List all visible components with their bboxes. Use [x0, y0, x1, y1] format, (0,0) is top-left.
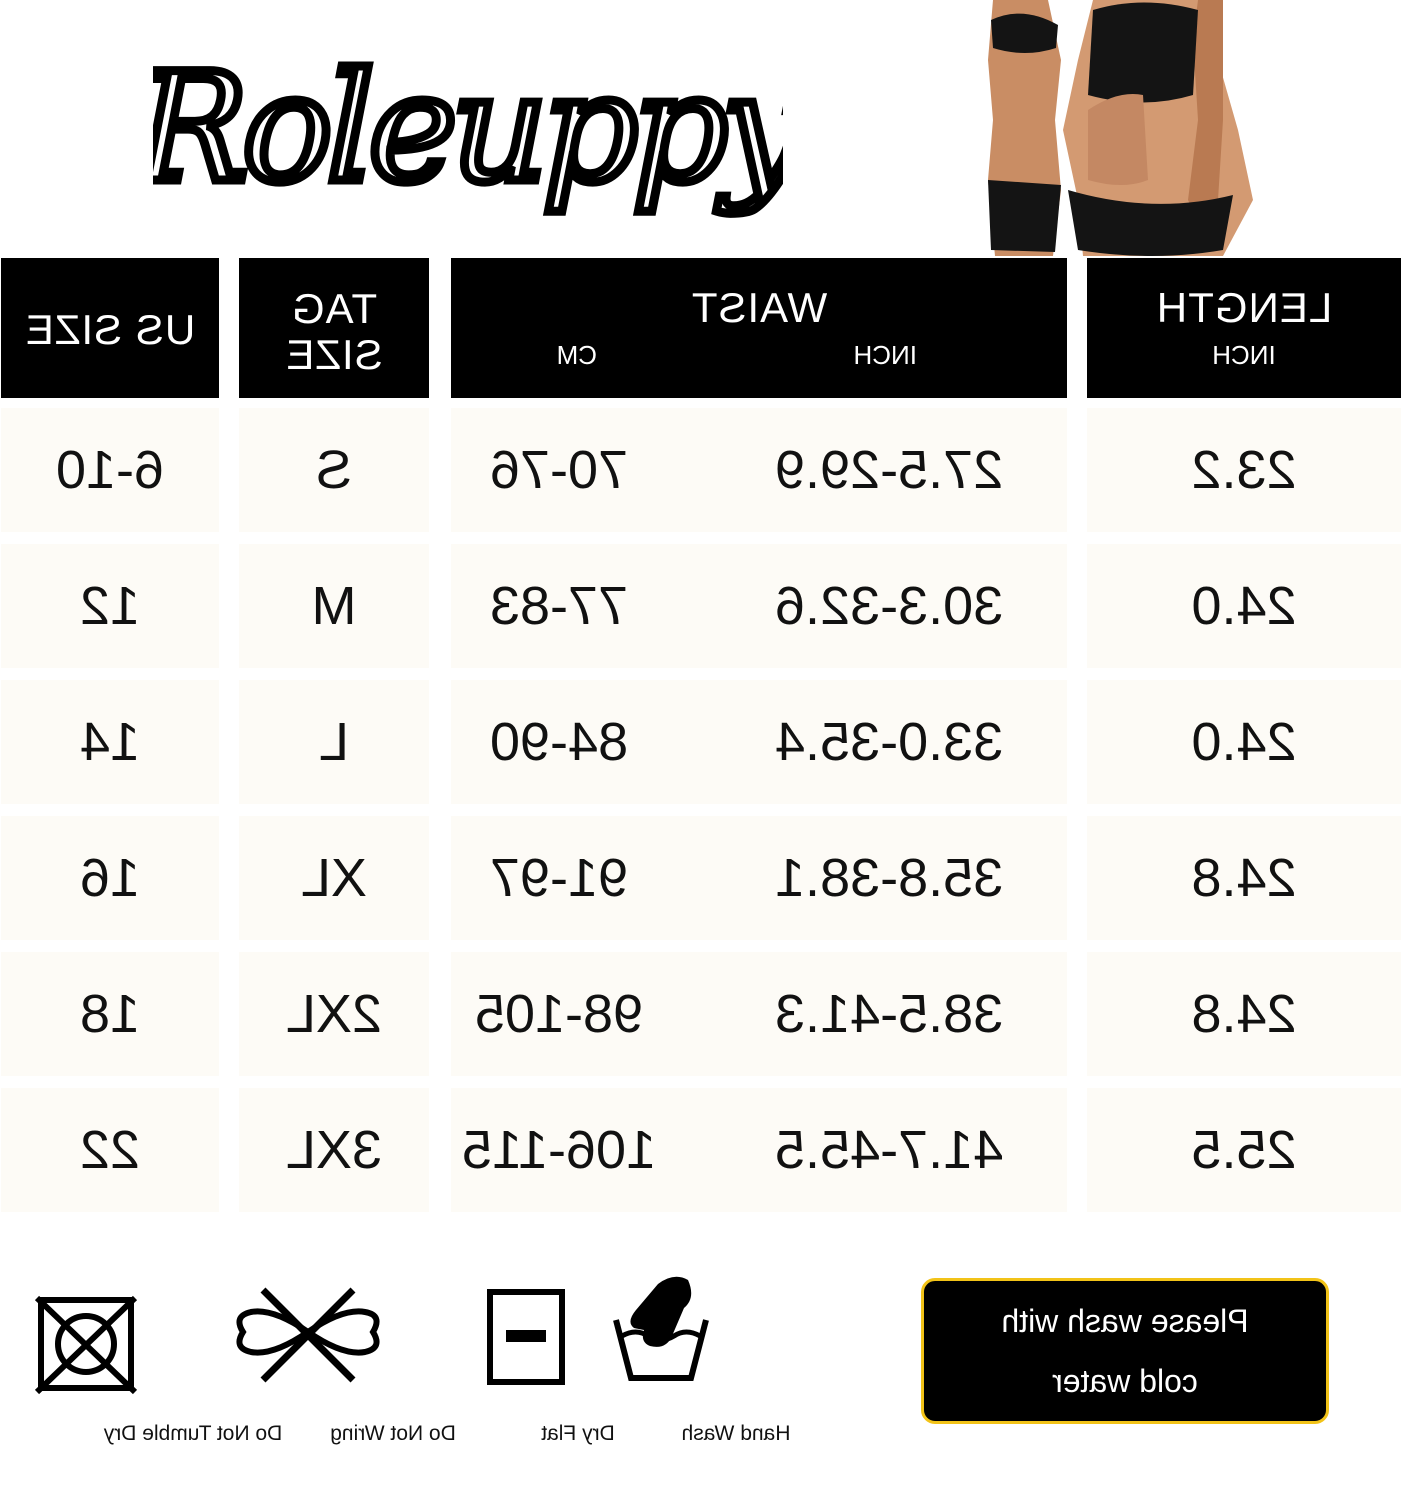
cell-us-size: 14 [1, 680, 219, 804]
cell-length: 25.5 [1087, 1088, 1401, 1212]
cell-tag-size: 2XL [239, 952, 429, 1076]
cell-length: 24.8 [1087, 816, 1401, 940]
cell-us-size: 6-10 [1, 408, 219, 532]
cell-tag-size: XL [239, 816, 429, 940]
care-do-not-tumble-dry [93, 1270, 293, 1470]
cell-waist-inch: 41.7-45.5 [667, 1088, 1067, 1212]
cell-waist-cm: 91-97 [451, 816, 667, 940]
header-tag-size-title: TAG SIZE [285, 285, 383, 378]
do-not-tumble-dry-icon [0, 1270, 193, 1410]
care-dry-flat [523, 1270, 633, 1470]
cell-tag-size: 3XL [239, 1088, 429, 1212]
cell-waist-inch: 27.5-29.9 [667, 408, 1067, 532]
header-tag-size [239, 258, 429, 398]
cell-waist-cm: 84-90 [451, 680, 667, 804]
model-photo [913, 0, 1293, 256]
brand-logo-script [153, 30, 783, 240]
cell-tag-size: S [239, 408, 429, 532]
cell-tag-size: L [239, 680, 429, 804]
header-length-title: LENGTH [1155, 284, 1333, 331]
cell-waist-inch: 35.8-38.1 [667, 816, 1067, 940]
cell-waist-cm: 70-76 [451, 408, 667, 532]
cell-us-size: 16 [1, 816, 219, 940]
cell-length: 24.0 [1087, 544, 1401, 668]
wash-note [921, 1278, 1329, 1424]
cell-waist-cm: 77-83 [451, 544, 667, 668]
cell-length: 23.2 [1087, 408, 1401, 532]
cell-us-size: 12 [1, 544, 219, 668]
brand-logo-text: Roleuppy [153, 42, 783, 216]
cell-us-size: 22 [1, 1088, 219, 1212]
do-not-tumble-dry-label: Do Not Tumble Dry [103, 1422, 283, 1445]
cell-waist-cm: 98-105 [451, 952, 667, 1076]
cell-us-size: 18 [1, 952, 219, 1076]
header-waist-title: WAIST [690, 284, 828, 331]
wash-note-text: Please wash with cold water [1001, 1303, 1249, 1399]
dry-flat-label: Dry Flat [541, 1422, 615, 1445]
model-photo-art [913, 0, 1293, 256]
brand-logo [153, 30, 783, 240]
header-us-size [1, 258, 219, 398]
header-waist [451, 258, 1067, 398]
care-hand-wash [661, 1270, 811, 1470]
dry-flat-icon [468, 1270, 578, 1410]
cell-length: 24.0 [1087, 680, 1401, 804]
cell-waist-cm: 106-115 [451, 1088, 667, 1212]
do-not-wring-label: Do Not Wring [330, 1422, 456, 1445]
cell-waist-inch: 33.0-35.4 [667, 680, 1067, 804]
cell-length: 24.8 [1087, 952, 1401, 1076]
hand-wash-label: Hand Wash [681, 1422, 791, 1445]
header-length-unit: INCH [1212, 340, 1276, 370]
header-us-size-title: US SIZE [24, 306, 196, 353]
header-length [1087, 258, 1401, 398]
cell-tag-size: M [239, 544, 429, 668]
header-waist-cm: CM [556, 340, 597, 370]
cell-waist-inch: 38.5-41.3 [667, 952, 1067, 1076]
cell-waist-inch: 30.3-32.6 [667, 544, 1067, 668]
care-do-not-wring [308, 1270, 478, 1470]
header-waist-inch: INCH [853, 340, 917, 370]
